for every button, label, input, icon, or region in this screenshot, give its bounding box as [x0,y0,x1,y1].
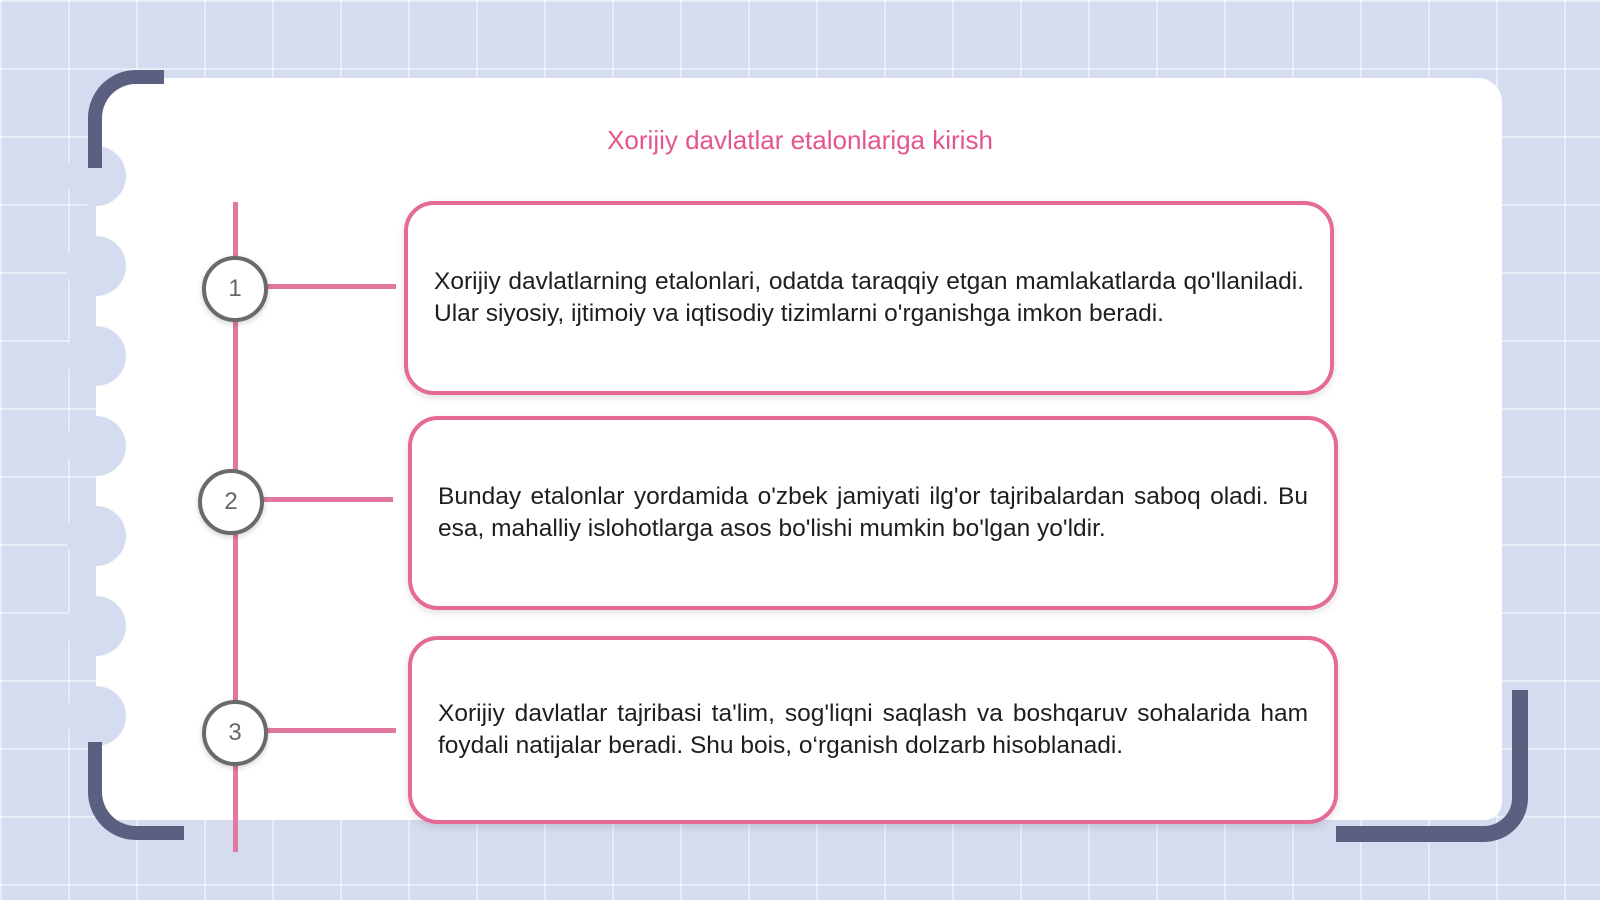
corner-bracket-top-left [88,70,164,168]
step-connector [263,497,393,502]
notebook-hole [66,686,126,746]
notebook-hole [66,416,126,476]
step-number-1: 1 [202,256,268,322]
step-number-2: 2 [198,469,264,535]
step-number-3: 3 [202,700,268,766]
step-text-3: Xorijiy davlatlar tajribasi ta'lim, sog'liqni saqlash va boshqaruv sohalarida ham foydali natijalar beradi. Shu bois, o‘rganish dolzarb hisoblanadi. [438,700,1308,759]
step-connector [266,284,396,289]
step-box-2 [408,416,1338,610]
step-connector [266,728,396,733]
step-box-3 [408,636,1338,824]
step-text-1: Xorijiy davlatlarning etalonlari, odatda taraqqiy etgan mamlakatlarda qo'llaniladi. Ular siyosiy, ijtimoiy va iqtisodiy tizimlarni o'rganishga imkon beradi. [434,268,1304,327]
step-box-1 [404,201,1334,395]
corner-bracket-bottom-left [88,742,184,840]
notebook-hole [66,596,126,656]
notebook-hole [66,326,126,386]
step-text-2: Bunday etalonlar yordamida o'zbek jamiyati ilg'or tajribalardan saboq oladi. Bu esa, mahalliy islohotlarga asos bo'lishi mumkin bo'lgan yo'ldir. [438,483,1308,542]
notebook-hole [66,236,126,296]
corner-bracket-bottom-right [1336,690,1528,842]
slide-title: Xorijiy davlatlar etalonlariga kirish [607,125,993,155]
notebook-hole [66,506,126,566]
